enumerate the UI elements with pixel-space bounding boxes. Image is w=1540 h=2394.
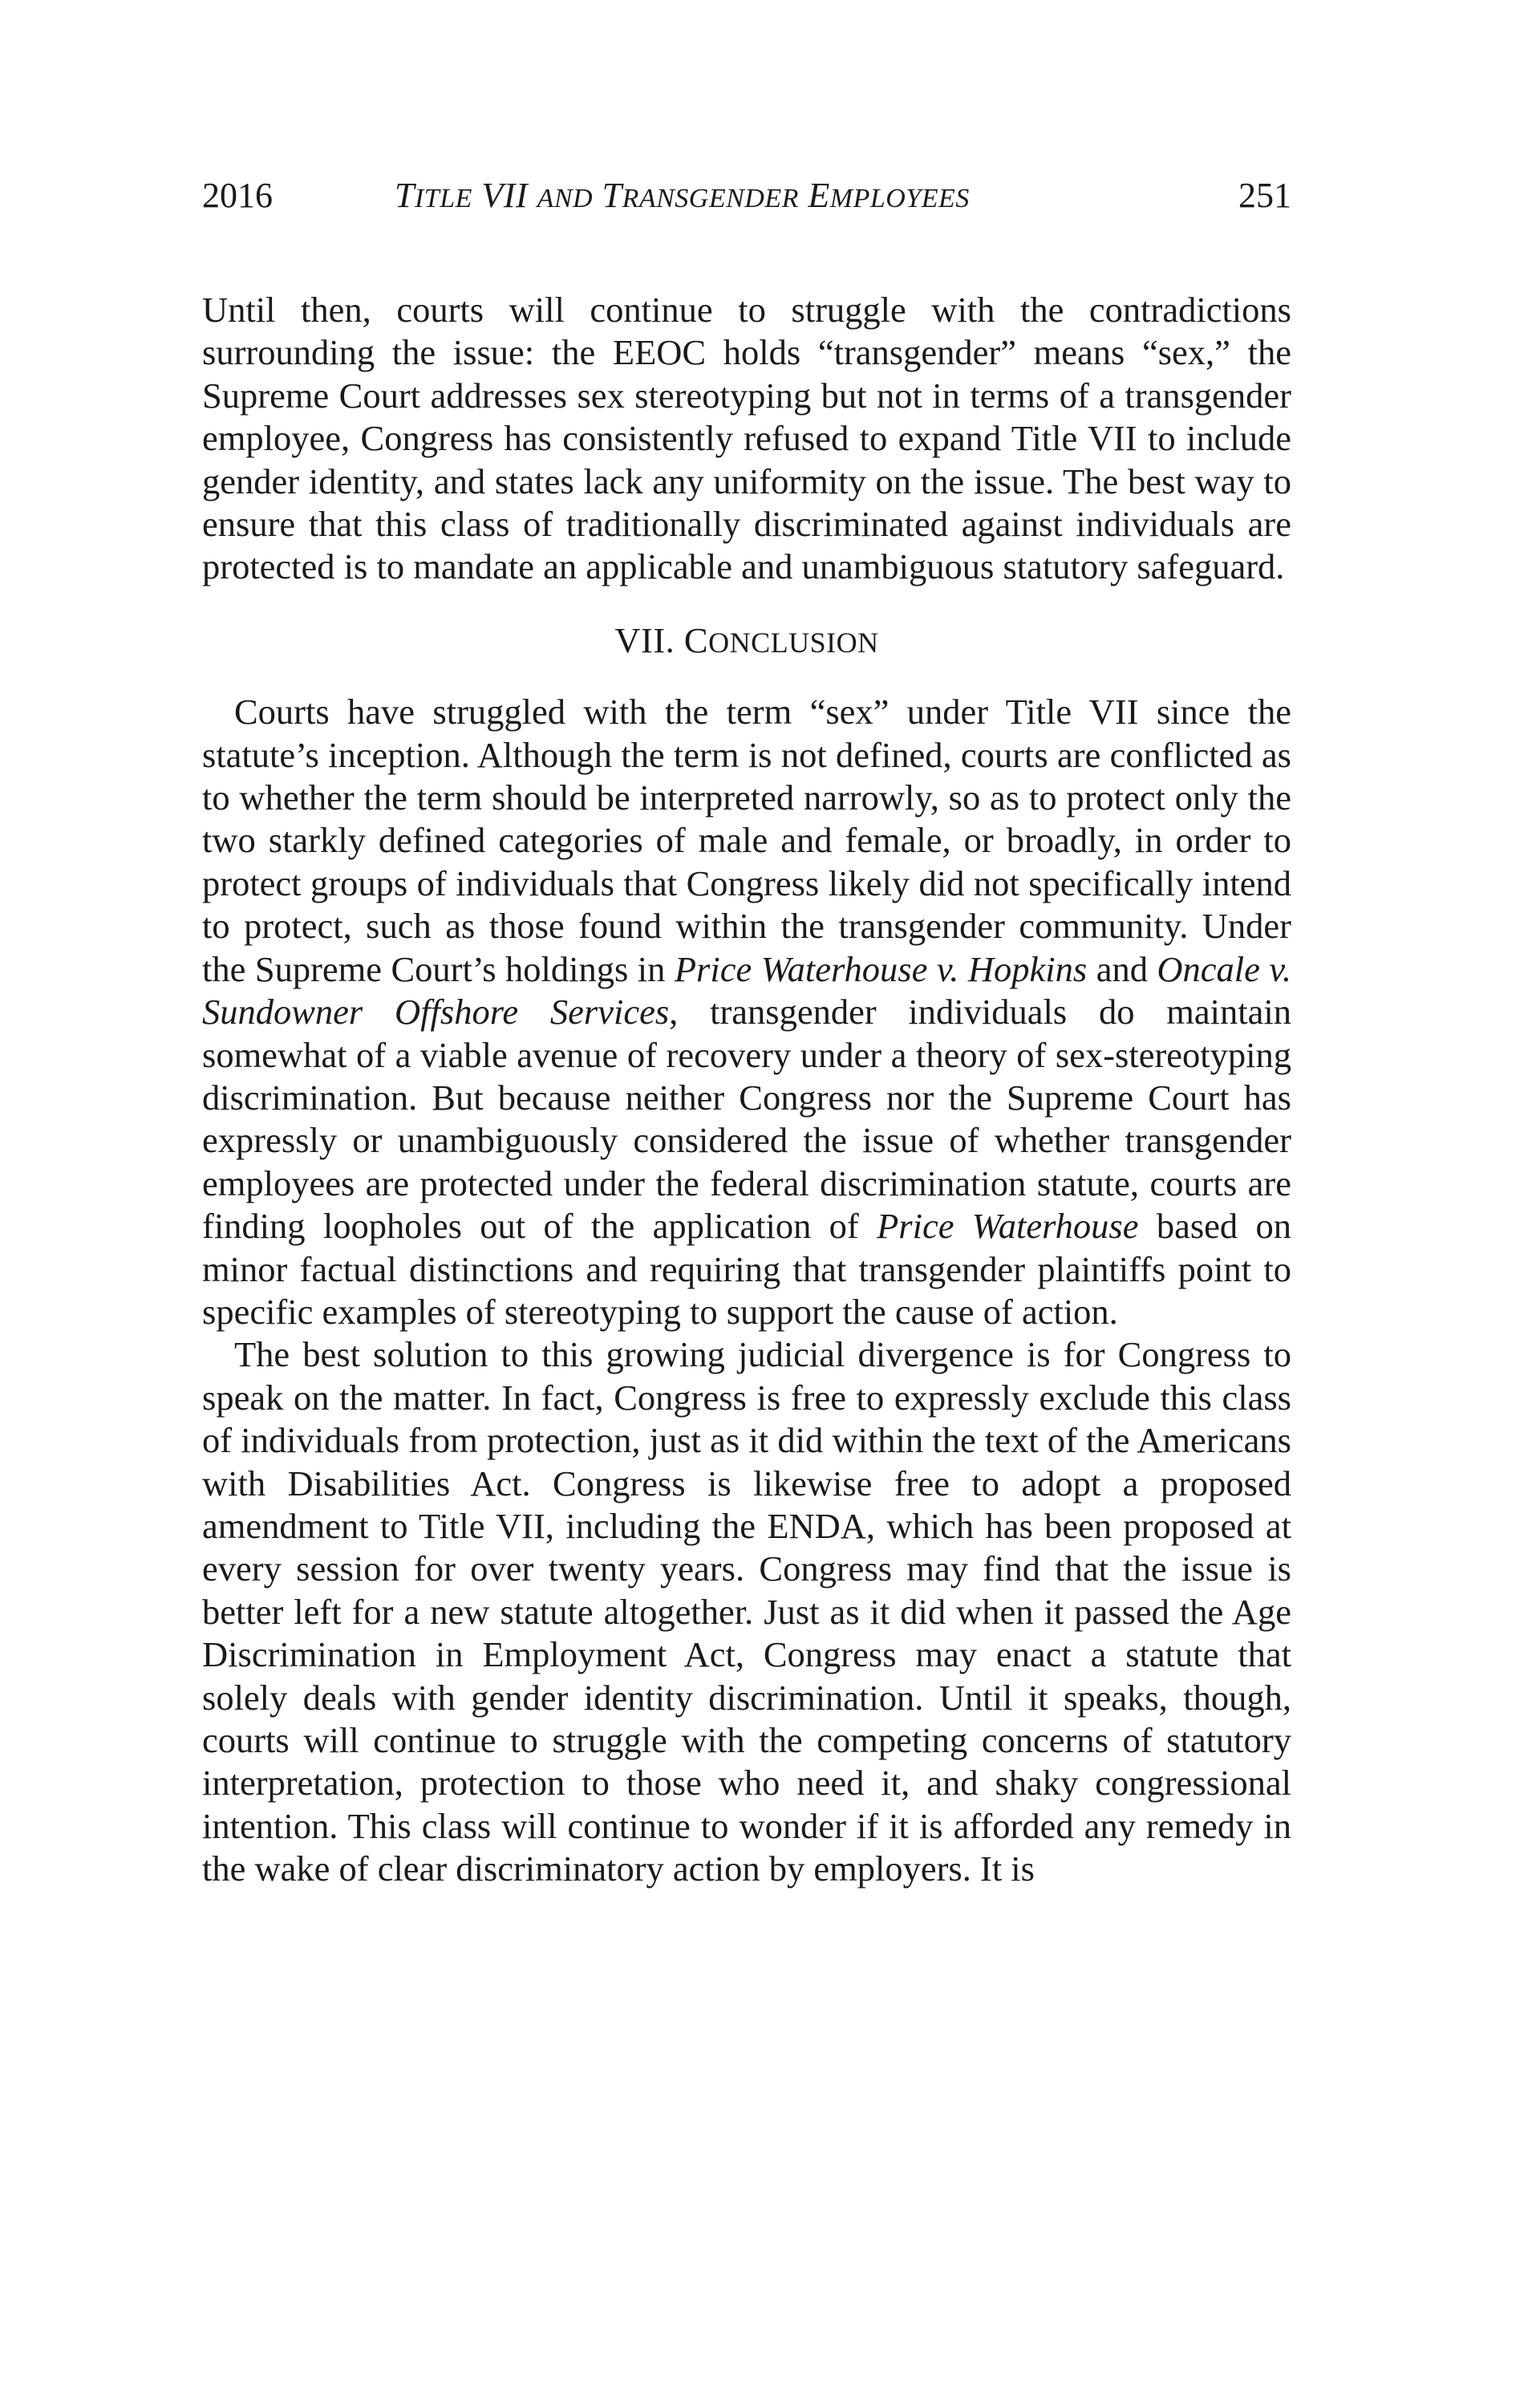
title-part: AND xyxy=(537,184,594,213)
case-citation: Price Waterhouse v. Hopkins xyxy=(674,948,1088,989)
title-part: E xyxy=(798,176,830,215)
section-heading-conclusion xyxy=(202,619,1291,664)
text-run: , transgender individuals do maintain somewhat of a viable avenue of recovery under a theory of sex-stereotyping discrimination. But because neither Congress nor the Supreme Court has expressly or unambiguously considered the issue of whether transgender employees are protected under the federal discrimination statute, courts are finding loopholes out of the application of xyxy=(202,992,1291,1247)
text-run: Courts have struggled with the term “sex” under Title VII since the statute’s inception. Although the term is not defined, courts are conflicted as to whether the term should be interpreted narrowly, so as to protect only the two starkly defined categories of male and female, or broadly, in order to protect groups of individuals that Congress likely did not specifically intend to protect, such as those found within the transgender community. Under the Supreme Court’s holdings in xyxy=(202,692,1291,989)
title-part: VII xyxy=(472,176,537,215)
case-citation: Oncale v. Sundowner Offshore Services xyxy=(202,948,1291,1033)
text-run: and xyxy=(1087,948,1157,989)
header-year: 2016 xyxy=(202,176,273,215)
paragraph-continuation: Until then, courts will continue to struggle with the contradictions surrounding the issue: the EEOC holds “transgender” means “sex,” the Supreme Court addresses sex stereotyping but not in terms of a transgender employee, Congress has consistently refused to expand Title VII to include gender identity, and states lack any uniformity on the issue. The best way to ensure that this class of traditionally discriminated against individuals are protected is to mandate an applicable and unambiguous statutory safeguard. xyxy=(202,290,1291,587)
paragraph-conclusion-2: The best solution to this growing judicial divergence is for Congress to speak on the matter. In fact, Congress is free to expressly exclude this class of individuals from protection, just as it did within the text of the Americans with Disabilities Act. Congress is likewise free to adopt a proposed amendment to Title VII, including the ENDA, which has been proposed at every session for over twenty years. Congress may find that the issue is better left for a new statute altogether. Just as it did when it passed the Age Discrimination in Employment Act, Congress may enact a statute that solely deals with gender identity discrimination. Until it speaks, though, courts will continue to struggle with the competing concerns of statutory interpretation, protection to those who need it, and shaky congressional intention. This class will continue to wonder if it is afforded any remedy in the wake of clear discriminatory action by employers. It is xyxy=(202,1334,1291,1889)
running-header xyxy=(202,175,1291,223)
page-number: 251 xyxy=(1238,176,1291,215)
title-part: ITLE xyxy=(414,184,472,213)
heading-number: VII. C xyxy=(614,619,709,660)
title-part: RANSGENDER xyxy=(622,184,799,213)
title-part: MPLOYEES xyxy=(829,184,970,213)
header-title xyxy=(395,175,970,216)
body-text xyxy=(202,289,1291,1891)
title-part: T xyxy=(395,176,415,215)
title-part: T xyxy=(593,176,622,215)
paragraph-conclusion-1 xyxy=(202,691,1291,1333)
case-citation: Price Waterhouse xyxy=(877,1206,1139,1247)
heading-text: ONCLUSION xyxy=(708,626,879,659)
text-run: based on minor factual distinctions and requiring that transgender plaintiffs point to specific examples of stereotyping to support the cause of action. xyxy=(202,1206,1291,1332)
